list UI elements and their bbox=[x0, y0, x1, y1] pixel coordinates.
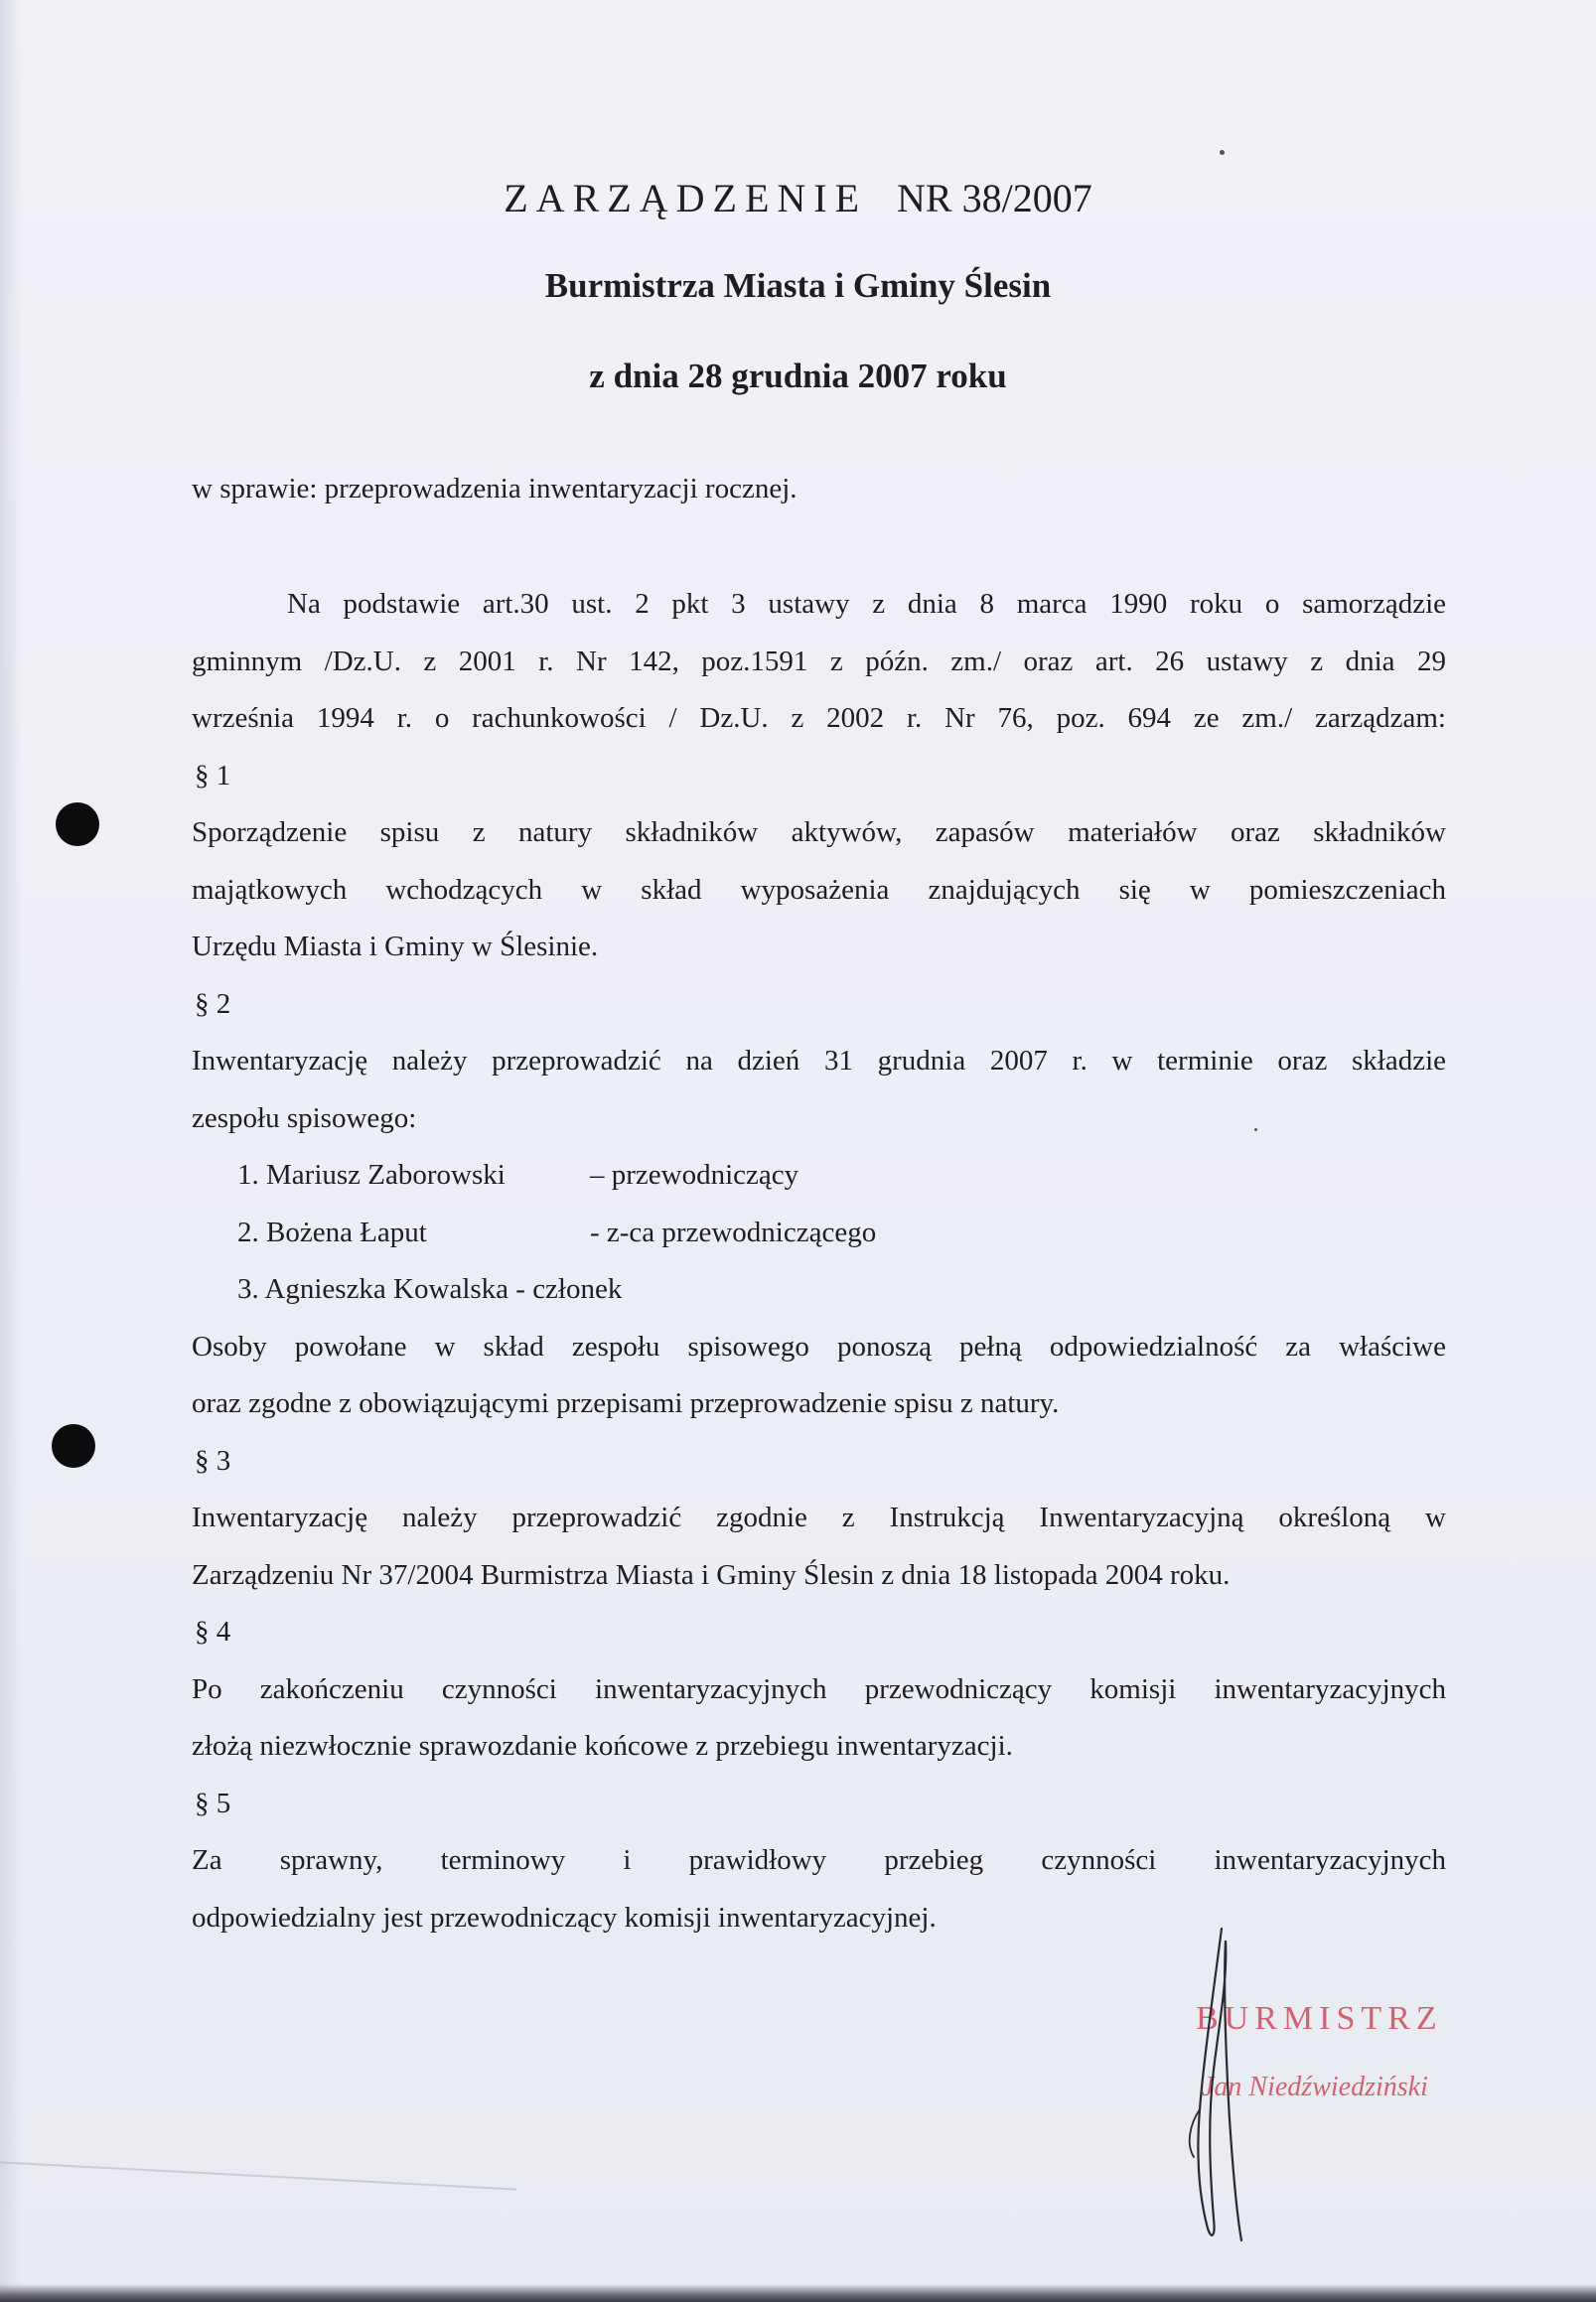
section-line: Po zakończeniu czynności inwentaryzacyjnych przewodniczący komisji inwentaryzacyjnych bbox=[192, 1672, 1446, 1705]
scan-shadow-left bbox=[0, 0, 22, 2302]
section-line: majątkowych wchodzących w skład wyposażenia znajdujących się w pomieszczeniach bbox=[192, 873, 1446, 906]
section-mark-5: § 5 bbox=[195, 1787, 231, 1819]
member-name: Agnieszka Kowalska bbox=[264, 1273, 509, 1305]
scan-speck bbox=[1220, 150, 1225, 155]
subject-line: w sprawie: przeprowadzenia inwentaryzacji rocznej. bbox=[192, 473, 798, 504]
member-name: Mariusz Zaborowski bbox=[266, 1159, 506, 1191]
member-role: - z-ca przewodniczącego bbox=[590, 1216, 877, 1248]
member-item bbox=[192, 1261, 1446, 1319]
section-line: Inwentaryzację należy przeprowadzić zgodnie z Instrukcją Inwentaryzacyjną określoną w bbox=[192, 1502, 1446, 1533]
member-number: 2. bbox=[237, 1216, 259, 1248]
issuer-line: Burmistrza Miasta i Gminy Ślesin bbox=[544, 266, 1052, 305]
section-line: odpowiedzialny jest przewodniczący komisji inwentaryzacyjnej. bbox=[192, 1901, 937, 1934]
section-line: Sporządzenie spisu z natury składników aktywów, zapasów materiałów oraz składników bbox=[192, 816, 1446, 848]
title-word: ZARZĄDZENIE bbox=[504, 176, 868, 220]
section-line: Za sprawny, terminowy i prawidłowy przebieg czynności inwentaryzacyjnych bbox=[192, 1844, 1446, 1876]
member-role: - członek bbox=[515, 1273, 623, 1305]
stamp-name: Jan Niedźwiedziński bbox=[1202, 2072, 1428, 2102]
member-item bbox=[192, 1205, 1446, 1262]
handwritten-signature bbox=[1142, 1921, 1301, 2248]
member-item bbox=[192, 1147, 1446, 1205]
punch-hole-lower bbox=[52, 1424, 95, 1468]
section-line: oraz zgodne z obowiązującymi przepisami przeprowadzenie spisu z natury. bbox=[192, 1387, 1060, 1419]
signature-stamp-block bbox=[1142, 1976, 1500, 2234]
punch-hole-upper bbox=[56, 802, 99, 846]
section-mark-2: § 2 bbox=[195, 987, 231, 1020]
document-body bbox=[192, 576, 1446, 1946]
member-number: 3. bbox=[237, 1273, 259, 1305]
member-name: Bożena Łaput bbox=[266, 1216, 427, 1248]
preamble-line: września 1994 r. o rachunkowości / Dz.U. z 2002 r. Nr 76, poz. 694 ze zm./ zarządzam: bbox=[192, 702, 1446, 734]
section-line: Zarządzeniu Nr 37/2004 Burmistrza Miasta i Gminy Ślesin z dnia 18 listopada 2004 roku. bbox=[192, 1558, 1231, 1591]
section-mark-4: § 4 bbox=[195, 1616, 231, 1648]
section-mark-3: § 3 bbox=[195, 1444, 231, 1477]
member-number: 1. bbox=[237, 1159, 259, 1191]
section-line: zespołu spisowego: bbox=[192, 1101, 417, 1134]
preamble-line: gminnym /Dz.U. z 2001 r. Nr 142, poz.1591 z późn. zm./ oraz art. 26 ustawy z dnia 29 bbox=[192, 645, 1446, 677]
document-title bbox=[0, 175, 1596, 221]
scan-shadow-bottom bbox=[0, 2284, 1596, 2302]
paper-crease bbox=[0, 2161, 516, 2249]
section-line: Urzędu Miasta i Gminy w Ślesinie. bbox=[192, 931, 599, 962]
member-role: – przewodniczący bbox=[590, 1159, 799, 1191]
section-line: złożą niezwłocznie sprawozdanie końcowe z przebiegu inwentaryzacji. bbox=[192, 1730, 1013, 1762]
preamble-line: Na podstawie art.30 ust. 2 pkt 3 ustawy z dnia 8 marca 1990 roku o samorządzie bbox=[287, 588, 1446, 620]
date-line: z dnia 28 grudnia 2007 roku bbox=[589, 357, 1007, 395]
section-line: Inwentaryzację należy przeprowadzić na dzień 31 grudnia 2007 r. w terminie oraz składzie bbox=[192, 1045, 1446, 1077]
section-mark-1: § 1 bbox=[195, 759, 231, 791]
document-number: NR 38/2007 bbox=[897, 176, 1092, 220]
stamp-title: BURMISTRZ bbox=[1196, 2000, 1443, 2037]
section-line: Osoby powołane w skład zespołu spisowego ponoszą pełną odpowiedzialność za właściwe bbox=[192, 1330, 1446, 1363]
